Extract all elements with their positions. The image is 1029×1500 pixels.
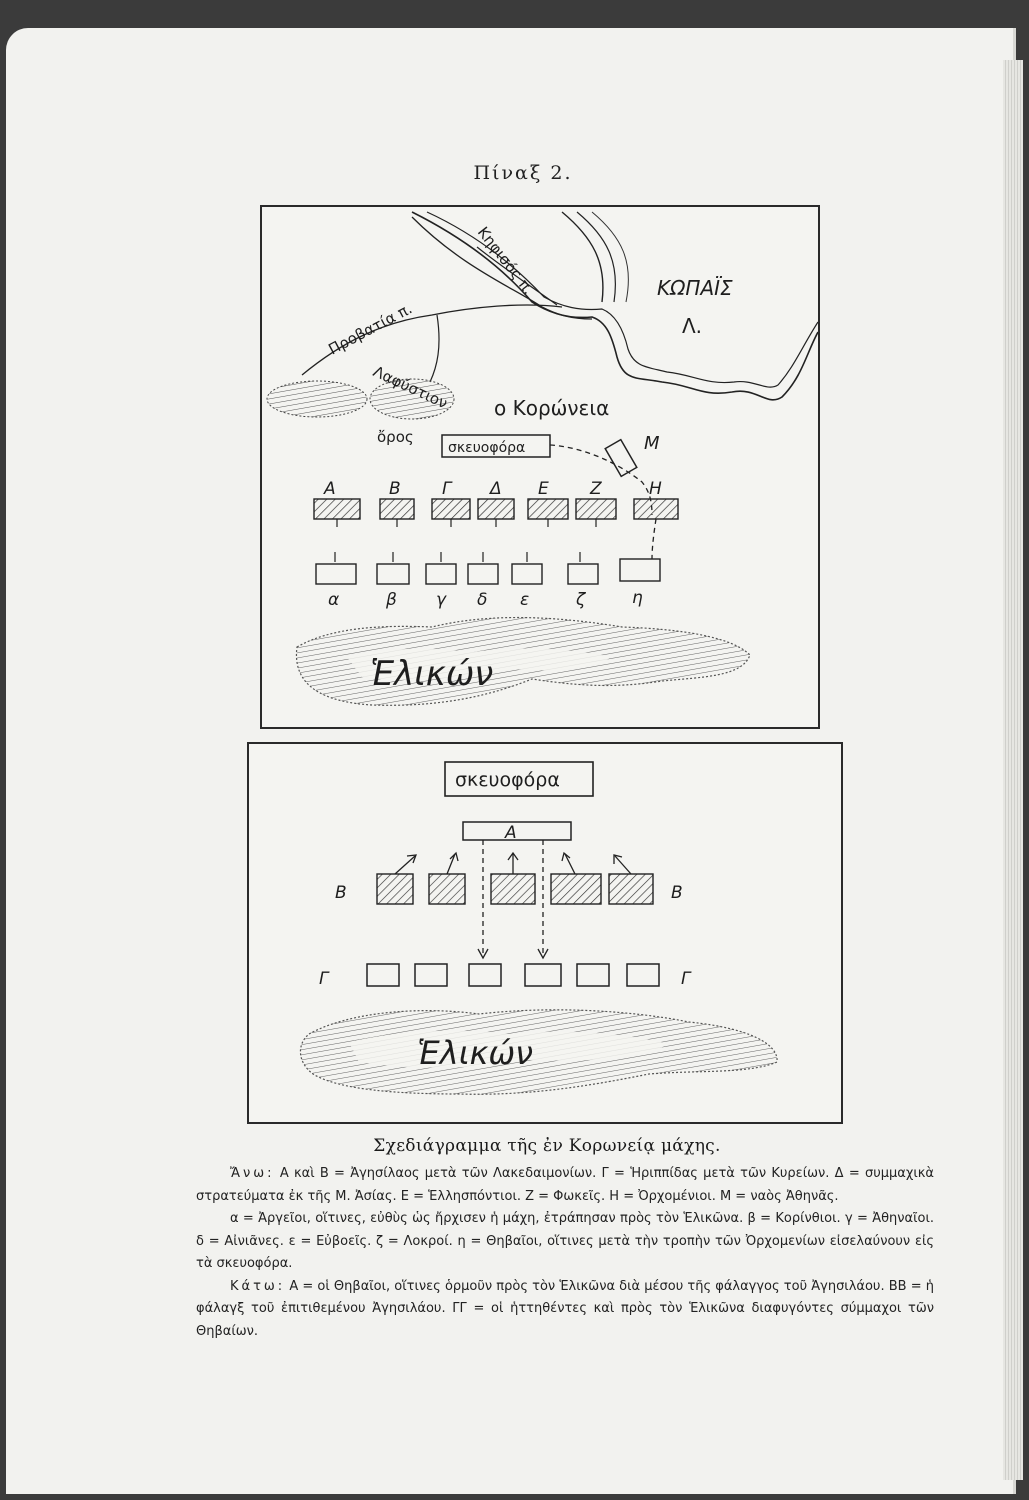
unit-zeta [568, 564, 598, 584]
legend-lower-units: α = Ἀργεῖοι, οἵτινες, εὐθὺς ὡς ἤρχισεν ἡ μάχη, ἐτράπησαν πρὸς τὸν Ἑλικῶνα. β = Κορίνθιοι. γ = Ἀθηναῖοι. δ = Αἰνιᾶνες. ε = Εὐβοεῖς. ζ = Λοκροί. η = Θηβαῖοι, οἵτινες μετὰ τὴν τροπὴν τῶν Ὀρχομενίων εἰσελαύνουν εἰς τὰ σκευοφόρα. [196, 1211, 934, 1271]
defeated-unit-6 [627, 964, 659, 986]
temple-label: Μ [644, 433, 660, 454]
unit-epsilon [512, 564, 542, 584]
legend-below [196, 1276, 934, 1344]
lafystion-label: Λαφύστιον [370, 362, 451, 413]
bottom-battle-map [247, 742, 843, 1124]
legend-below-text: Α = οἱ Θηβαῖοι, οἵτινες ὁρμοῦν πρὸς τὸν Ἑλικῶνα διὰ μέσου τῆς φάλαγγος τοῦ Ἀγησιλάου. ΒΒ = ἡ φάλαγξ τοῦ ἐπιτιθεμένου Ἀγησιλάου. ΓΓ = οἱ ἡττηθέντες καὶ πρὸς τὸν Ἑλικῶνα διαφυγόντες σύμμαχοι τῶν Θηβαίων. [196, 1278, 934, 1339]
phalanx-unit-2 [429, 874, 465, 904]
unit-A [314, 499, 360, 519]
caption-title: Σχεδιάγραμμα τῆς ἐν Κορωνείᾳ μάχης. [373, 1136, 721, 1156]
unit-A-label: Α [324, 479, 336, 499]
temple-box [605, 440, 637, 477]
phalanx-unit-1 [377, 874, 413, 904]
unit-gamma-label: γ [436, 590, 447, 610]
unit-Z-label: Ζ [590, 479, 602, 499]
unit-D [478, 499, 514, 519]
unit-beta [377, 564, 409, 584]
unit-B-label: Β [389, 479, 401, 499]
legend-below-label: Κάτω: [230, 1278, 286, 1294]
unit-E [528, 499, 568, 519]
phalanx-right-label: Β [671, 883, 683, 903]
unit-zeta-label: ζ [576, 590, 586, 610]
baggage-label: σκευοφόρα [448, 440, 526, 456]
thebans-label: Α [505, 823, 517, 843]
unit-Z [576, 499, 616, 519]
unit-delta [468, 564, 498, 584]
bottom-units [316, 552, 660, 610]
unit-eta-label: η [632, 588, 643, 608]
thebans-box [463, 822, 571, 840]
defeated-unit-3 [469, 964, 501, 986]
unit-gamma [426, 564, 456, 584]
defeated-unit-1 [367, 964, 399, 986]
defeated-unit-4 [525, 964, 561, 986]
unit-H-label: Η [649, 479, 662, 499]
unit-E-label: Ε [538, 479, 549, 499]
unit-epsilon-label: ε [520, 590, 530, 610]
legend-above [196, 1163, 934, 1208]
unit-G [432, 499, 470, 519]
phalanx-unit-3 [491, 874, 535, 904]
plate-title: Πίναξ 2. [473, 162, 573, 184]
oros-label: ὄρος [377, 428, 414, 446]
unit-G-label: Γ [442, 479, 452, 499]
unit-alpha [316, 564, 356, 584]
kifisos-label: Κηφισός π. [473, 223, 538, 298]
unit-alpha-label: α [328, 590, 340, 610]
defeated-right-label: Γ [681, 969, 691, 989]
page-edges [1003, 60, 1023, 1480]
baggage-label: σκευοφόρα [455, 769, 560, 791]
helicon-label: Ἑλικών [417, 1034, 534, 1072]
defeated-units [367, 964, 659, 986]
town-label: ο Κορώνεια [494, 396, 610, 420]
top-battle-map [260, 205, 820, 729]
legend [196, 1163, 934, 1343]
defeated-left-label: Γ [319, 969, 329, 989]
phalanx-unit-5 [609, 874, 653, 904]
legend-above-label: Ἄνω: [230, 1166, 275, 1181]
unit-beta-label: β [386, 590, 397, 610]
phalanx-units [377, 874, 653, 904]
lake-abbrev: Λ. [682, 314, 703, 338]
legend-above-text: Α καὶ Β = Ἀγησίλαος μετὰ τῶν Λακεδαιμονίων. Γ = Ἡριππίδας μετὰ τῶν Κυρείων. Δ = συμμαχικὰ στρατεύματα ἐκ τῆς Μ. Ἀσίας. Ε = Ἑλλησπόντιοι. Ζ = Φωκεῖς. Η = Ὀρχομένιοι. Μ = ναὸς Ἀθηνᾶς. [196, 1166, 934, 1204]
lake-name: ΚΩΠΑΪΣ [657, 276, 733, 300]
provatia-label: Προβατία π. [325, 299, 416, 359]
defeated-unit-5 [577, 964, 609, 986]
unit-delta-label: δ [477, 590, 488, 610]
unit-eta [620, 559, 660, 581]
unit-B [380, 499, 414, 519]
kifisos-river [412, 212, 818, 400]
unit-D-label: Δ [490, 479, 502, 499]
helicon-label: Ἑλικών [370, 654, 494, 694]
top-units [314, 479, 678, 527]
phalanx-left-label: Β [335, 883, 347, 903]
unit-H [634, 499, 678, 519]
defeated-unit-2 [415, 964, 447, 986]
phalanx-unit-4 [551, 874, 601, 904]
